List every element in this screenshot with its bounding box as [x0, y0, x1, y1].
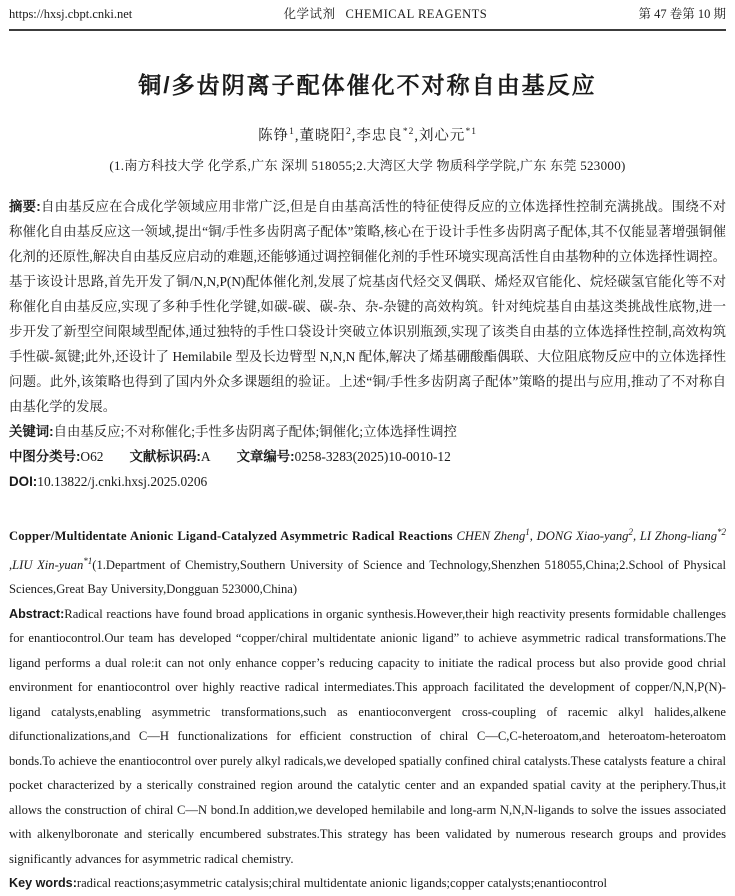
keywords-en [9, 871, 726, 896]
doc-code-label: 文献标识码: [129, 449, 201, 464]
keywords-text-cn: 自由基反应;不对称催化;手性多齿阴离子配体;铜催化;立体选择性调控 [53, 424, 457, 439]
authors-cn: 陈铮$^1$,董晓阳$^2$,李忠良$^{*2}$,刘心元$^{*1}$ [258, 127, 477, 144]
journal-name [284, 6, 488, 22]
doi-label: DOI: [9, 474, 38, 489]
clc-label: 中图分类号: [9, 449, 81, 464]
abstract-label-en: Abstract: [9, 606, 65, 621]
article-no-value: 0258-3283(2025)10-0010-12 [294, 449, 451, 464]
keywords-label-en: Key words: [9, 876, 77, 891]
keywords-cn [9, 419, 726, 444]
doi-line [9, 469, 726, 494]
author-name: LI Zhong-liang [639, 529, 718, 544]
author-name: 刘心元 [418, 128, 466, 144]
header-rule [9, 29, 726, 31]
article-title-cn: 铜/多齿阴离子配体催化不对称自由基反应 [138, 72, 597, 98]
authors-en: CHEN Zheng$^1$, DONG Xiao-yang$^2$, LI Zhong-liang$^{*2}$ ,LIU Xin-yuan$^{*1}$ [9, 527, 727, 572]
author-name: 董晓阳 [299, 128, 346, 144]
author-affil-mark: *2 [402, 127, 415, 138]
keywords-label-cn: 关键词: [9, 424, 54, 439]
author-name: DONG Xiao-yang [536, 529, 629, 544]
author-affil-mark: *1 [83, 555, 93, 566]
author-name: 陈铮 [258, 128, 290, 144]
author-affil-mark: 1 [525, 527, 530, 537]
clc-group [9, 449, 103, 464]
article-title-en: Copper/Multidentate Anionic Ligand-Catalyzed Asymmetric Radical Reactions [9, 529, 453, 544]
author-affil-mark: 2 [345, 127, 352, 138]
author-affil-mark: *2 [717, 527, 727, 537]
keywords-text-en: radical reactions;asymmetric catalysis;chiral multidentate anionic ligands;copper catalysts;enantiocontrol [76, 876, 608, 891]
article-no-group [237, 449, 451, 464]
affiliation-cn: (1.南方科技大学 化学系,广东 深圳 518055;2.大湾区大学 物质科学学院,广东 东莞 523000) [109, 158, 626, 173]
author-affil-mark: 2 [628, 527, 633, 537]
doc-code-value: A [200, 449, 211, 464]
abstract-label-cn: 摘要: [9, 199, 41, 214]
journal-url: https://hxsj.cbpt.cnki.net [9, 7, 133, 21]
journal-name-en: CHEMICAL REAGENTS [345, 7, 488, 21]
abstract-cn [9, 194, 726, 419]
journal-name-cn: 化学试剂 [283, 7, 336, 21]
english-title-block [9, 520, 726, 602]
issue-info: 第 47 卷第 10 期 [638, 7, 726, 21]
abstract-en [9, 602, 726, 872]
author-name: LIU Xin-yuan [12, 557, 84, 572]
author-affil-mark: 1 [289, 127, 295, 138]
doc-code-group [129, 449, 210, 464]
article-no-label: 文章编号: [236, 449, 295, 464]
running-head [9, 6, 726, 22]
clc-value: O62 [80, 449, 104, 464]
abstract-text-en: Radical reactions have found broad applications in organic synthesis.However,their high reactivity presents formidable challenges for enantiocontrol.Our team has developed “copper/chiral multidentate anionic ligand” to achieve asymmetric radical transformations.The ligand performs a dual role:it can not only enhance copper’s reducing capacity to initiate the radical process but also provide good chrial environment for enantiocontrol over highly reactive radical intermediates.This approach facilitated the development of copper/N,N,P(N)-ligand catalysts,enabling asymmetric transformations,such as enantioconvergent cross-coupling of racemic alkyl halides,alkene difunctionalizations,and C—H functionalizations for efficient construction of chiral C—C,C-heteroatom,and heteroatom-heteroatom bonds.To achieve the enantiocontrol over purely alkyl radicals,we developed spatially confined chiral catalysts.These catalysts feature a chiral pocket characterized by a sterically constrained region around the catalytic center and an expanded spatial cavity at the periphery.Thus,it allows the construction of chiral C—N bond.In addition,we developed hemilabile and long-arm N,N,N-ligands to solve the issues associated with alkenylboronate and sterically encumbered substrates.This strategy has been validated by numerous research groups and provides significantly advances for asymmetric radical chemistry. [9, 606, 726, 866]
author-name: CHEN Zheng [456, 529, 526, 544]
doi-value: 10.13822/j.cnki.hxsj.2025.0206 [37, 474, 208, 489]
classification-line [9, 444, 726, 469]
author-name: 李忠良 [356, 128, 403, 144]
author-affil-mark: *1 [465, 127, 477, 138]
abstract-text-cn: 自由基反应在合成化学领域应用非常广泛,但是自由基高活性的特征使得反应的立体选择性控制充满挑战。围绕不对称催化自由基反应这一领域,提出“铜/手性多齿阴离子配体”策略,核心在于设计手性多齿阴离子配体,其不仅能显著增强铜催化剂的还原性,解决自由基反应启动的难题,还能够通过调控铜催化剂的手性环境实现高活性自由基物种的立体选择性调控。基于该设计思路,首先开发了铜/N,N,P(N)配体催化剂,发展了烷基卤代烃交叉偶联、烯烃双官能化、烷烃碳氢官能化等不对称催化自由基反应,实现了多种手性化学键,如碳-碳、碳-杂、杂-杂键的高效构筑。针对纯烷基自由基这类挑战性底物,进一步开发了新型空间限域型配体,通过独特的手性口袋设计突破立体识别瓶颈,实现了该类自由基的立体选择性控制,高效构筑手性碳-氮键;此外,还设计了 Hemilabile 型及长边臂型 N,N,N 配体,解决了烯基硼酸酯偶联、大位阻底物反应中的立体选择性问题。此外,该策略也得到了国内外众多课题组的验证。上述“铜/手性多齿阴离子配体”策略的提出与应用,推动了不对称自由基化学的发展。 [9, 199, 726, 414]
affiliation-en: (1.Department of Chemistry,Southern University of Science and Technology,Shenzhen 518055,China;2.School of Physical Sciences,Great Bay University,Dongguan 523000,China) [9, 557, 727, 597]
